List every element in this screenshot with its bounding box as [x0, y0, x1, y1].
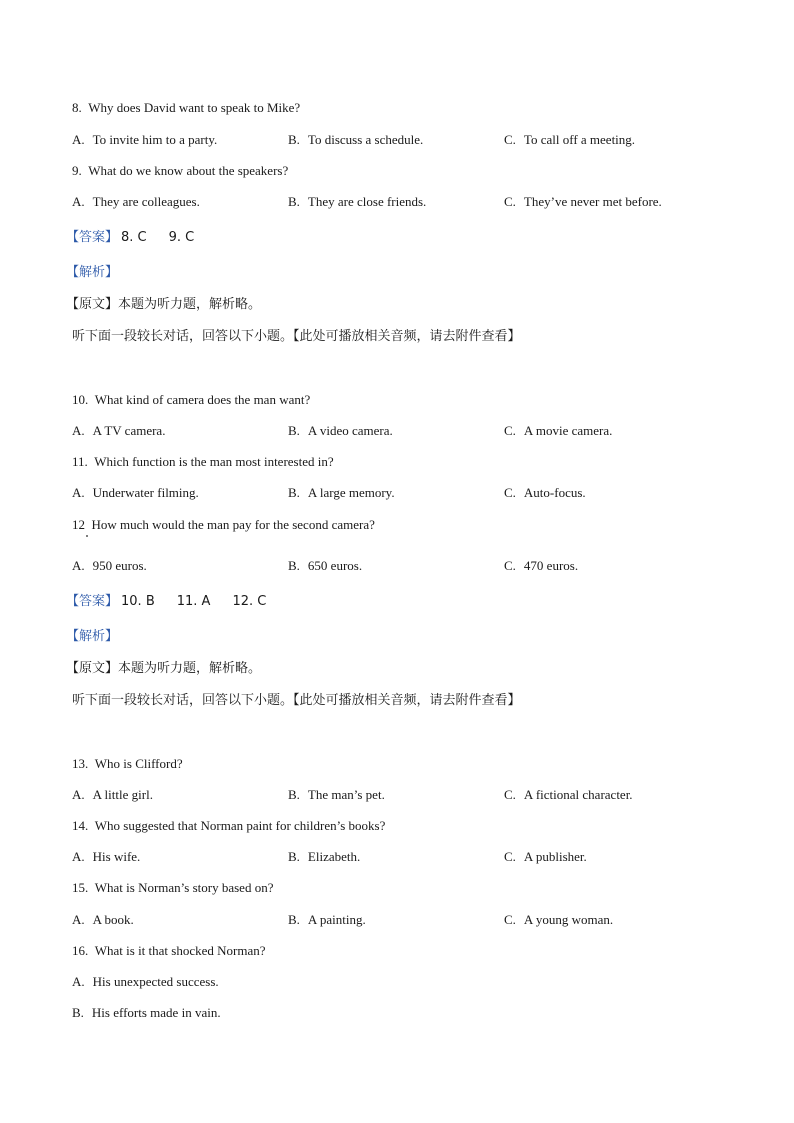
q15-option-a	[72, 912, 134, 928]
q14-option-a	[72, 849, 140, 865]
option-text: His efforts made in vain.	[91, 1005, 221, 1020]
q11-option-b	[288, 485, 395, 501]
q16-option-a	[72, 974, 219, 990]
q8-option-b	[288, 132, 423, 148]
option-text: 650 euros.	[307, 558, 363, 573]
q9-option-c	[504, 194, 662, 210]
option-label: B.	[288, 787, 300, 802]
option-text: They are colleagues.	[92, 194, 200, 209]
option-text: They are close friends.	[307, 194, 427, 209]
q15-option-b	[288, 912, 366, 928]
q9-option-a	[72, 194, 200, 210]
question-11: 11. Which function is the man most interested in?	[72, 454, 334, 469]
question-13: 13. Who is Clifford?	[72, 756, 183, 771]
option-label: A.	[72, 849, 85, 864]
option-text: A video camera.	[307, 423, 393, 438]
option-label: B.	[288, 194, 300, 209]
question-16: 16. What is it that shocked Norman?	[72, 943, 266, 958]
answer-line-2	[66, 594, 266, 610]
answer-item: 11. A	[176, 594, 211, 609]
q8-option-a	[72, 132, 217, 148]
option-label: C.	[504, 849, 516, 864]
jiexi-label: 【解析】	[66, 265, 119, 280]
q10-option-b	[288, 423, 393, 439]
option-label: B.	[288, 423, 300, 438]
q13-option-a	[72, 787, 153, 803]
jiexi-label: 【解析】	[66, 629, 119, 644]
answer-item: 9. C	[168, 230, 195, 245]
question-10: 10. What kind of camera does the man want?	[72, 392, 311, 407]
option-text: They’ve never met before.	[523, 194, 662, 209]
option-text: Elizabeth.	[307, 849, 361, 864]
option-text: The man’s pet.	[307, 787, 385, 802]
option-text: Underwater filming.	[92, 485, 199, 500]
option-label: A.	[72, 974, 85, 989]
q8-option-c	[504, 132, 635, 148]
option-label: B.	[288, 912, 300, 927]
listen-instruction: 听下面一段较长对话，回答以下小题。【此处可播放相关音频，请去附件查看】	[72, 693, 521, 708]
option-label: C.	[504, 485, 516, 500]
q10-option-c	[504, 423, 612, 439]
q12-option-a	[72, 558, 147, 574]
option-label: A.	[72, 194, 85, 209]
question-12: 12 How much would the man pay for the second camera?	[72, 517, 375, 532]
option-text: A TV camera.	[92, 423, 166, 438]
q10-option-a	[72, 423, 165, 439]
yuanwen-line: 【原文】本题为听力题，解析略。	[66, 661, 262, 676]
option-text: 950 euros.	[92, 558, 147, 573]
option-label: A.	[72, 787, 85, 802]
listen-instruction: 听下面一段较长对话，回答以下小题。【此处可播放相关音频，请去附件查看】	[72, 329, 521, 344]
option-text: Auto-focus.	[523, 485, 586, 500]
option-label: B.	[288, 558, 300, 573]
q12-option-c	[504, 558, 578, 574]
stray-dot	[86, 535, 88, 537]
q9-option-b	[288, 194, 426, 210]
answer-item: 8. C	[121, 230, 147, 245]
q13-option-b	[288, 787, 385, 803]
option-text: A little girl.	[92, 787, 153, 802]
option-label: B.	[288, 849, 300, 864]
option-label: C.	[504, 194, 516, 209]
answer-item: 10. B	[121, 594, 155, 609]
option-text: A painting.	[307, 912, 366, 927]
option-text: A publisher.	[523, 849, 587, 864]
option-label: B.	[72, 1005, 84, 1020]
option-text: To discuss a schedule.	[307, 132, 424, 147]
option-text: A young woman.	[523, 912, 614, 927]
question-9: 9. What do we know about the speakers?	[72, 163, 289, 178]
q13-option-c	[504, 787, 633, 803]
option-label: C.	[504, 787, 516, 802]
option-text: A fictional character.	[523, 787, 633, 802]
q16-option-b	[72, 1005, 221, 1021]
option-label: A.	[72, 132, 85, 147]
q15-option-c	[504, 912, 613, 928]
option-text: A movie camera.	[523, 423, 613, 438]
option-text: A book.	[92, 912, 134, 927]
option-label: C.	[504, 558, 516, 573]
answer-tag: 【答案】	[66, 230, 119, 245]
option-text: A large memory.	[307, 485, 395, 500]
option-text: His unexpected success.	[92, 974, 219, 989]
option-label: B.	[288, 132, 300, 147]
option-text: 470 euros.	[523, 558, 579, 573]
question-8: 8. Why does David want to speak to Mike?	[72, 100, 301, 115]
option-label: A.	[72, 485, 85, 500]
option-label: A.	[72, 558, 85, 573]
q14-option-b	[288, 849, 360, 865]
answer-tag: 【答案】	[66, 594, 119, 609]
option-text: To call off a meeting.	[523, 132, 636, 147]
q12-option-b	[288, 558, 362, 574]
option-text: His wife.	[92, 849, 141, 864]
option-label: A.	[72, 423, 85, 438]
option-label: B.	[288, 485, 300, 500]
option-label: A.	[72, 912, 85, 927]
answer-item: 12. C	[232, 594, 267, 609]
question-14: 14. Who suggested that Norman paint for children’s books?	[72, 818, 386, 833]
option-text: To invite him to a party.	[92, 132, 218, 147]
q14-option-c	[504, 849, 587, 865]
answer-line-1	[66, 230, 194, 246]
q11-option-a	[72, 485, 199, 501]
option-label: C.	[504, 423, 516, 438]
question-15: 15. What is Norman’s story based on?	[72, 880, 274, 895]
q11-option-c	[504, 485, 586, 501]
option-label: C.	[504, 912, 516, 927]
option-label: C.	[504, 132, 516, 147]
yuanwen-line: 【原文】本题为听力题，解析略。	[66, 297, 262, 312]
